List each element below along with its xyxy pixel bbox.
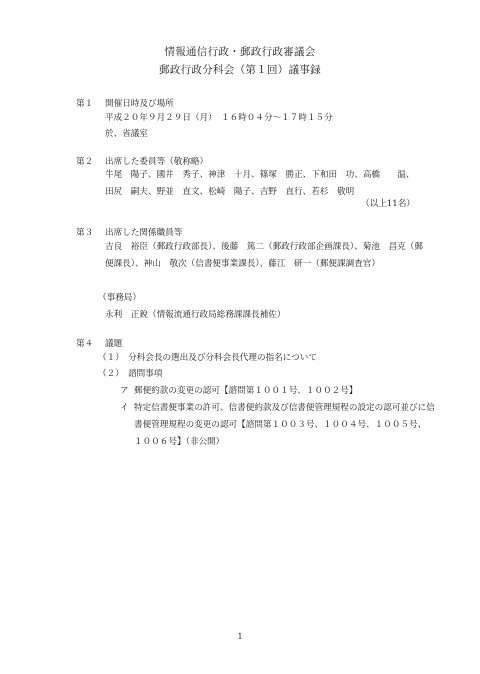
members-line1: 牛尾 陽子、國井 秀子、神津 十月、篠塚 勝正、下和田 功、高橋 温、 [105, 170, 415, 180]
document-title-line1: 情報通信行政・郵政行政審議会 [164, 46, 316, 58]
members-line2: 田尻 嗣夫、野並 直文、松崎 陽子、吉野 直行、若杉 敬明 [105, 187, 355, 197]
section3-heading: 出席した関係職員等 [105, 228, 183, 238]
section4-number: 第４ [76, 339, 94, 349]
section4-heading: 議題 [105, 339, 123, 349]
page-number: 1 [237, 632, 243, 641]
secretariat-member: 永利 正銳（情報流通行政局総務課課長補佐） [105, 310, 286, 320]
agenda-sub-b-line3: １００６号】（非公開） [134, 437, 225, 447]
members-count: （以上11名） [361, 199, 415, 209]
agenda-item-2: （２） 諮問事項 [98, 369, 163, 379]
section2-number: 第２ [76, 157, 94, 167]
section3-number: 第３ [76, 228, 94, 238]
agenda-sub-a-mark: ア [120, 386, 129, 396]
staff-line1: 吉良 裕臣（郵政行政部長）、後藤 篤二（郵政行政部企画課長）、菊池 昌克（郵 [105, 242, 423, 252]
agenda-item-1: （１） 分科会長の選出及び分科会長代理の指名について [98, 353, 317, 363]
secretariat-label: （事務局） [98, 293, 141, 303]
section1-place: 於、省議室 [105, 129, 148, 139]
section1-number: 第１ [76, 99, 94, 109]
section2-heading: 出席した委員等（敬称略） [105, 157, 209, 167]
agenda-sub-b-line2: 書便管理規程の変更の認可【諮問第１００３号、１００４号、１００５号、 [134, 420, 427, 430]
document-title-line2: 郵政行政分科会（第１回）議事録 [159, 64, 321, 76]
agenda-sub-b-mark: イ [120, 403, 129, 413]
section1-datetime: 平成２０年９月２９日（月） １６時０４分～１７時１５分 [105, 113, 333, 123]
agenda-sub-b-line1: 特定信書便事業の許可、信書便約款及び信書便管理規程の設定の認可並びに信 [134, 403, 435, 413]
section1-heading: 開催日時及び場所 [105, 99, 174, 109]
agenda-sub-a: 郵便約款の変更の認可【諮問第１００１号、１００２号】 [134, 386, 358, 396]
staff-line2: 便課長）、神山 敬次（信書便事業課長）、藤江 研一（郵便課調査官） [105, 259, 380, 269]
